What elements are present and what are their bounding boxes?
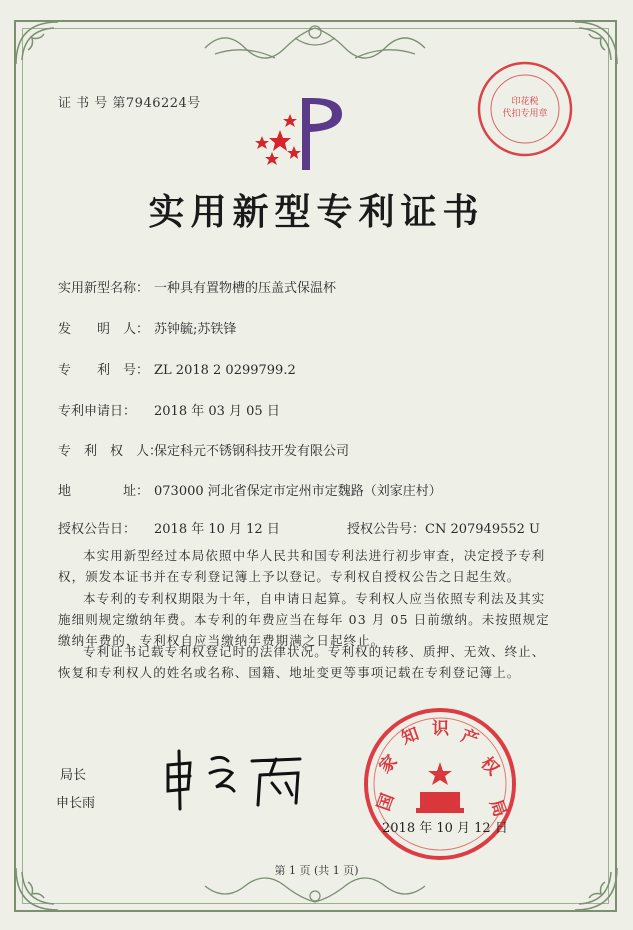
field-label: 发 明 人： [58, 322, 150, 337]
svg-text:代扣专用章: 代扣专用章 [502, 109, 548, 119]
svg-text:产: 产 [458, 725, 482, 751]
field-row [58, 440, 349, 459]
field-row [58, 400, 280, 419]
field-value: 苏钟毓;苏铁锋 [154, 322, 237, 337]
svg-text:印花税: 印花税 [511, 97, 539, 107]
svg-text:国: 国 [373, 790, 399, 814]
grant-date-label: 授权公告日： [58, 522, 137, 537]
patent-office-logo-icon [250, 92, 360, 172]
legal-paragraph: 本实用新型经过本局依照中华人民共和国专利法进行初步审查，决定授予专利权，颁发本证书并在专利登记簿上予以登记。专利权自授权公告之日起生效。 [58, 548, 546, 584]
page-number: 第 1 页 (共 1 页) [274, 864, 359, 877]
svg-text:家: 家 [375, 751, 402, 778]
grant-number-row [347, 518, 540, 537]
field-row [58, 277, 336, 296]
top-ornament-icon [195, 18, 435, 68]
field-value: 073000 河北省保定市定州市定魏路（刘家庄村） [154, 484, 442, 499]
legal-paragraph: 本专利的专利权期限为十年，自申请日起算。专利权人应当依照专利法及其实施细则规定缴纳年费。本专利的年费应当在每年 03 月 05 日前缴纳。未按照规定缴纳年费的，专利权自应当缴纳年费期满之日起终止。 [58, 591, 550, 648]
seal-date: 2018 年 10 月 12 日 [382, 821, 508, 836]
field-label: 地 址： [58, 484, 150, 499]
field-value: 一种具有置物槽的压盖式保温杯 [154, 281, 337, 296]
field-label: 实用新型名称： [58, 281, 150, 296]
grant-date-row [58, 518, 280, 537]
field-label: 专 利 号： [58, 363, 150, 378]
certificate-number: 证 书 号 第7946224号 [58, 96, 201, 111]
grant-number-label: 授权公告号： [347, 522, 426, 537]
corner-ornament-icon [14, 20, 60, 66]
legal-paragraph: 专利证书记载专利权登记时的法律状况。专利权的转移、质押、无效、终止、恢复和专利权人的姓名或名称、国籍、地址变更等事项记载在专利登记簿上。 [58, 644, 546, 680]
svg-text:识: 识 [432, 719, 449, 739]
corner-ornament-icon [573, 20, 619, 66]
svg-text:局: 局 [485, 796, 510, 820]
field-label: 专利申请日： [58, 404, 137, 419]
svg-text:权: 权 [476, 753, 503, 780]
signatory-title: 局长 [60, 768, 87, 783]
handwritten-signature [160, 745, 310, 815]
svg-text:知: 知 [398, 724, 422, 749]
tax-stamp-seal [474, 58, 576, 160]
grant-number-value: CN 207949552 U [425, 522, 540, 537]
field-value: 2018 年 03 月 05 日 [154, 404, 280, 419]
state-ip-office-seal [360, 704, 520, 864]
certificate-title: 实用新型专利证书 [148, 191, 485, 233]
field-value: 保定科元不锈钢科技开发有限公司 [154, 444, 350, 459]
field-row [58, 480, 442, 499]
field-row [58, 318, 236, 337]
field-value: ZL 2018 2 0299799.2 [154, 363, 296, 378]
field-row [58, 359, 296, 378]
field-label: 专 利 权 人： [58, 444, 163, 459]
signatory-name: 申长雨 [56, 796, 96, 811]
grant-date-value: 2018 年 10 月 12 日 [154, 522, 280, 537]
